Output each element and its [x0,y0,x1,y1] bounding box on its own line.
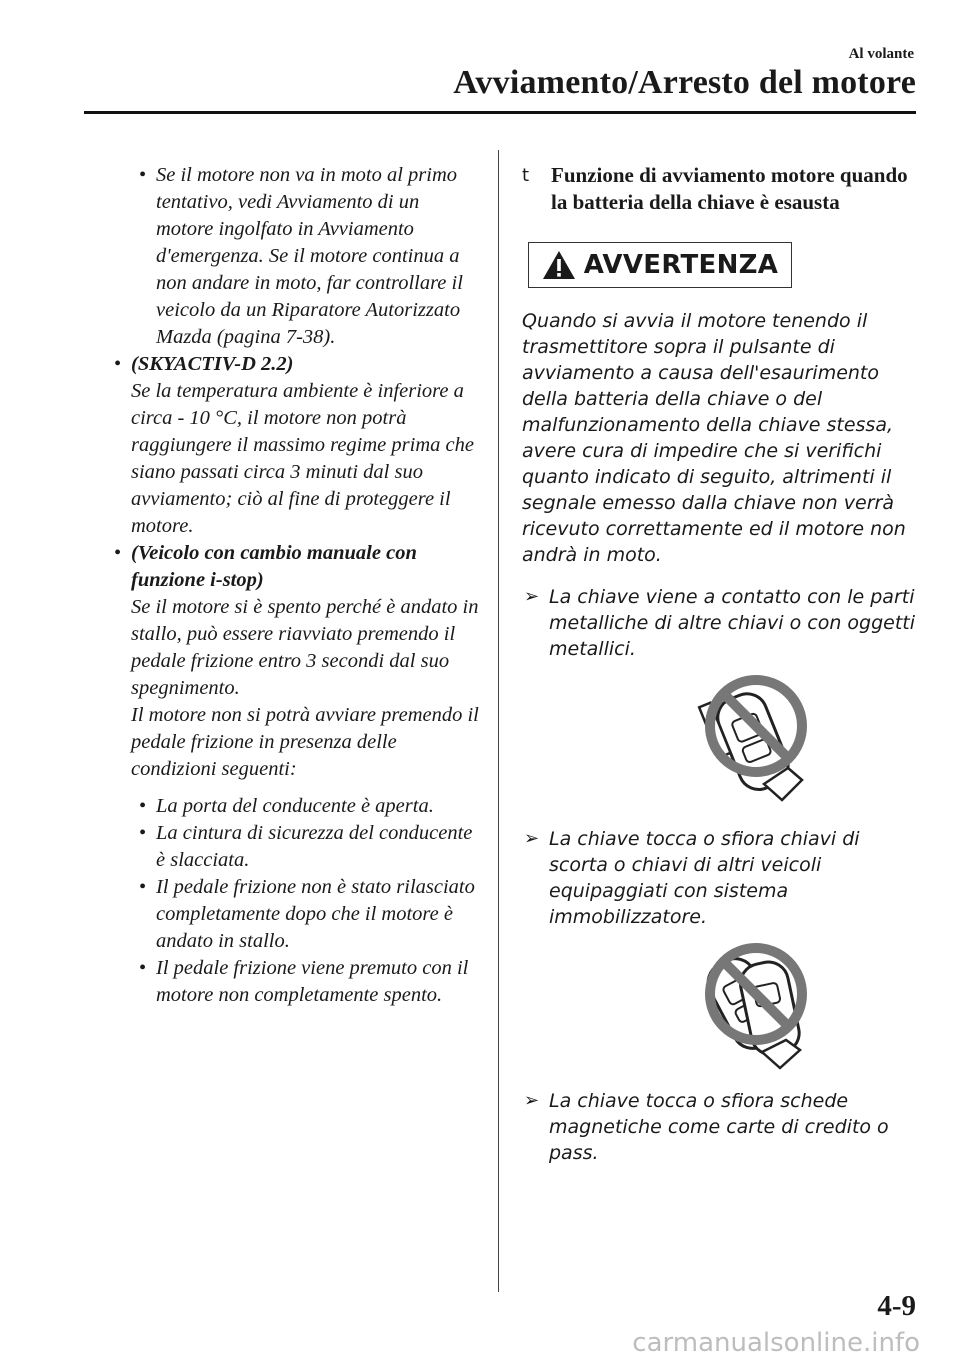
section-heading [522,162,917,216]
header-rule [84,111,916,114]
list-item [110,793,480,820]
warning-triangle-icon [542,250,576,280]
arrow-bullet-icon: ➢ [524,828,540,849]
list-item [110,820,480,874]
item-label: (Veicolo con cambio manuale con funzione i-stop) [131,542,417,591]
arrow-bullet-icon: ➢ [524,586,540,607]
list-item [110,540,480,783]
check-item [522,826,917,930]
column-divider [498,150,499,1292]
check-text: La chiave tocca o sfiora chiavi di scorta o chiavi di altri veicoli equipaggiati con sistema immobilizzatore. [549,828,860,928]
bullet-icon: • [114,353,122,375]
check-item [522,584,917,662]
warning-label: AVVERTENZA [583,250,779,280]
condition-text: Il pedale frizione viene premuto con il motore non completamente spento. [156,957,469,1006]
warning-body: Quando si avvia il motore tenendo il trasmettitore sopra il pulsante di avviamento a causa dell'esaurimento della batteria della chiave o del malfunzionamento della chiave stessa, avere cura di impedire che si verifichi quanto indicato di seguito, altrimenti il segnale emesso dalla chiave non verrà ricevuto correttamente ed il motore non andrà in moto. [522,310,906,566]
section-marker: t [522,165,530,186]
section-heading-text: Funzione di avviamento motore quando la batteria della chiave è esausta [551,163,908,214]
sub-note-text: Se il motore non va in moto al primo tentativo, vedi Avviamento di un motore ingolfato in Avviamento d'emergenza. Se il motore continua a non andare in moto, far controllare il veicolo da un Riparatore Autorizzato Mazda (pagina 7-38). [156,164,463,348]
bullet-icon: • [139,957,147,979]
item-label: (SKYACTIV-D 2.2) [131,353,294,375]
warning-banner [528,242,792,288]
item-text: Se il motore si è spento perché è andato in stallo, può essere riavviato premendo il pedale frizione entro 3 secondi dal suo spegnimento. [131,596,479,699]
running-header-section: Al volante [848,46,914,62]
bullet-icon: • [139,876,147,898]
list-item [110,874,480,955]
condition-text: La porta del conducente è aperta. [156,795,434,817]
right-column [522,162,917,1166]
condition-text: La cintura di sicurezza del conducente è slacciata. [156,822,473,871]
list-item [110,162,480,351]
condition-text: Il pedale frizione non è stato rilasciato completamente dopo che il motore è andato in stallo. [156,876,475,952]
keys-prohibited-illustration [692,940,812,1072]
item-text: Se la temperatura ambiente è inferiore a circa - 10 °C, il motore non potrà raggiungere il massimo regime prima che siano passati circa 3 minuti dal suo avviamento; ciò al fine di proteggere il motore. [131,380,474,537]
key-prohibited-illustration [692,672,812,810]
bullet-icon: • [139,795,147,817]
page-number: 4-9 [877,1290,916,1322]
list-item [110,351,480,540]
arrow-bullet-icon: ➢ [524,1090,540,1111]
page-title: Avviamento/Arresto del motore [453,64,916,101]
item-text: Il motore non si potrà avviare premendo il pedale frizione in presenza delle condizioni seguenti: [131,704,479,780]
list-item [110,955,480,1009]
check-text: La chiave tocca o sfiora schede magnetiche come carte di credito o pass. [549,1090,889,1164]
bullet-icon: • [114,542,122,564]
left-column [110,162,480,1009]
check-text: La chiave viene a contatto con le parti metalliche di altre chiavi o con oggetti metallici. [549,586,916,660]
watermark: carmanualsonline.info [632,1328,920,1358]
bullet-icon: • [139,822,147,844]
check-item [522,1088,917,1166]
bullet-icon: • [139,164,147,186]
